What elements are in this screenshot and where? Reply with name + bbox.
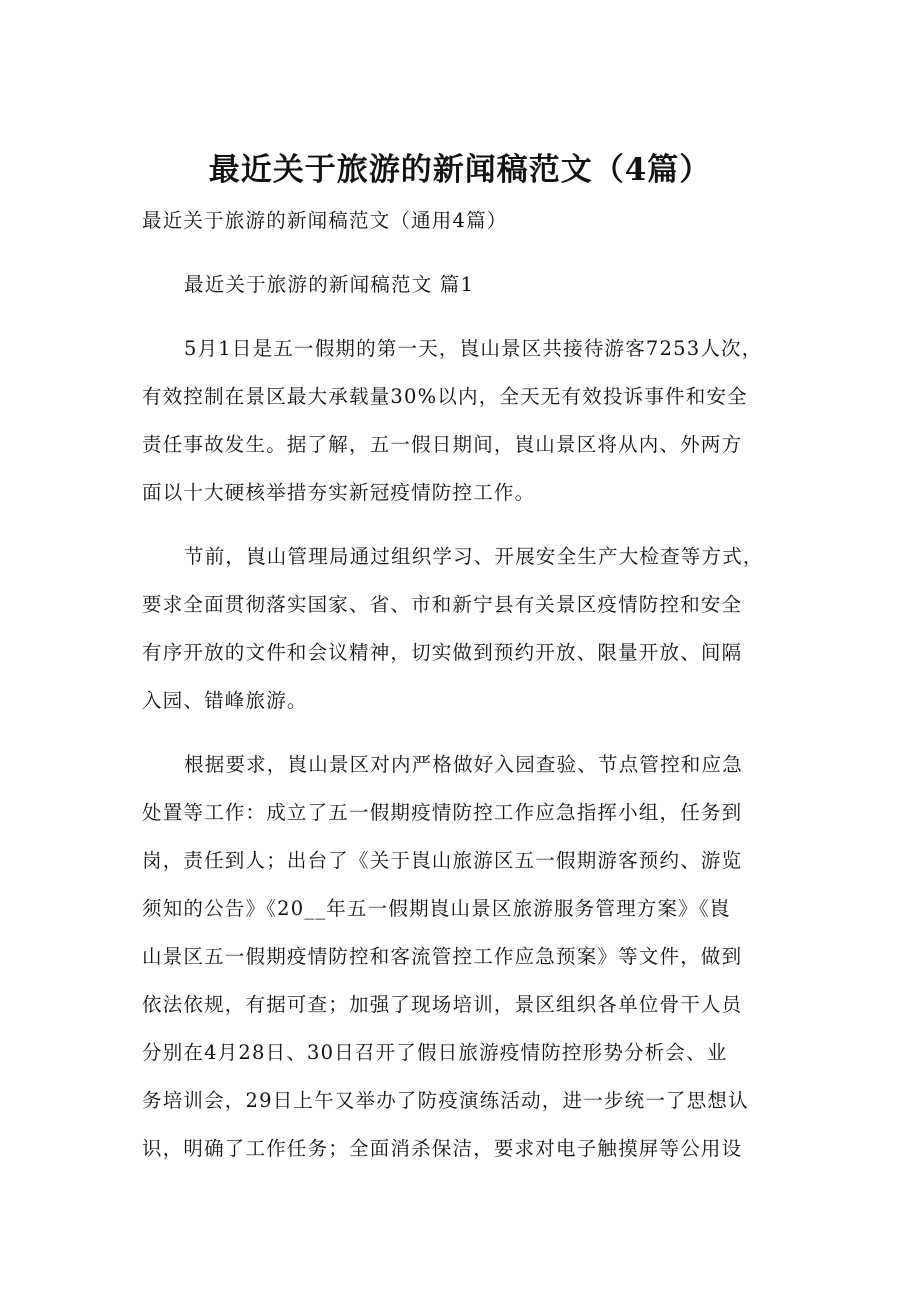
paragraph-line: 面以十大硬核举措夯实新冠疫情防控工作。	[142, 481, 536, 504]
paragraph-line: 责任事故发生。据了解，五一假日期间，崀山景区将从内、外两方	[142, 433, 743, 456]
paragraph-line: 依法依规，有据可查；加强了现场培训，景区组织各单位骨干人员	[142, 993, 743, 1016]
paragraph-line: 识，明确了工作任务；全面消杀保洁，要求对电子触摸屏等公用设	[142, 1137, 743, 1160]
paragraph-line: 分别在4月28日、30日召开了假日旅游疫情防控形势分析会、业	[142, 1041, 728, 1064]
paragraph-line: 要求全面贯彻落实国家、省、市和新宁县有关景区疫情防控和安全	[142, 593, 743, 616]
paragraph-line: 根据要求，崀山景区对内严格做好入园查验、节点管控和应急	[184, 753, 743, 776]
paragraph-line: 处置等工作：成立了五一假期疫情防控工作应急指挥小组，任务到	[142, 801, 743, 824]
paragraph-line: 有序开放的文件和会议精神，切实做到预约开放、限量开放、间隔	[142, 641, 743, 664]
paragraph-line: 岗，责任到人；出台了《关于崀山旅游区五一假期游客预约、游览	[142, 849, 743, 872]
section-heading: 最近关于旅游的新闻稿范文 篇1	[184, 273, 475, 296]
document-subtitle: 最近关于旅游的新闻稿范文（通用4篇）	[142, 209, 508, 232]
paragraph-line: 节前，崀山管理局通过组织学习、开展安全生产大检查等方式，	[184, 545, 764, 568]
paragraph-line: 须知的公告》《20__年五一假期崀山景区旅游服务管理方案》《崀	[142, 897, 731, 920]
paragraph-line: 5月1日是五一假期的第一天，崀山景区共接待游客7253人次，	[184, 337, 763, 360]
paragraph-line: 山景区五一假期疫情防控和客流管控工作应急预案》等文件，做到	[142, 945, 743, 968]
paragraph-line: 有效控制在景区最大承载量30%以内，全天无有效投诉事件和安全	[142, 385, 748, 408]
paragraph-line: 务培训会，29日上午又举办了防疫演练活动，进一步统一了思想认	[142, 1089, 749, 1112]
document-title: 最近关于旅游的新闻稿范文（4篇）	[208, 152, 712, 188]
paragraph-line: 入园、错峰旅游。	[142, 689, 308, 712]
